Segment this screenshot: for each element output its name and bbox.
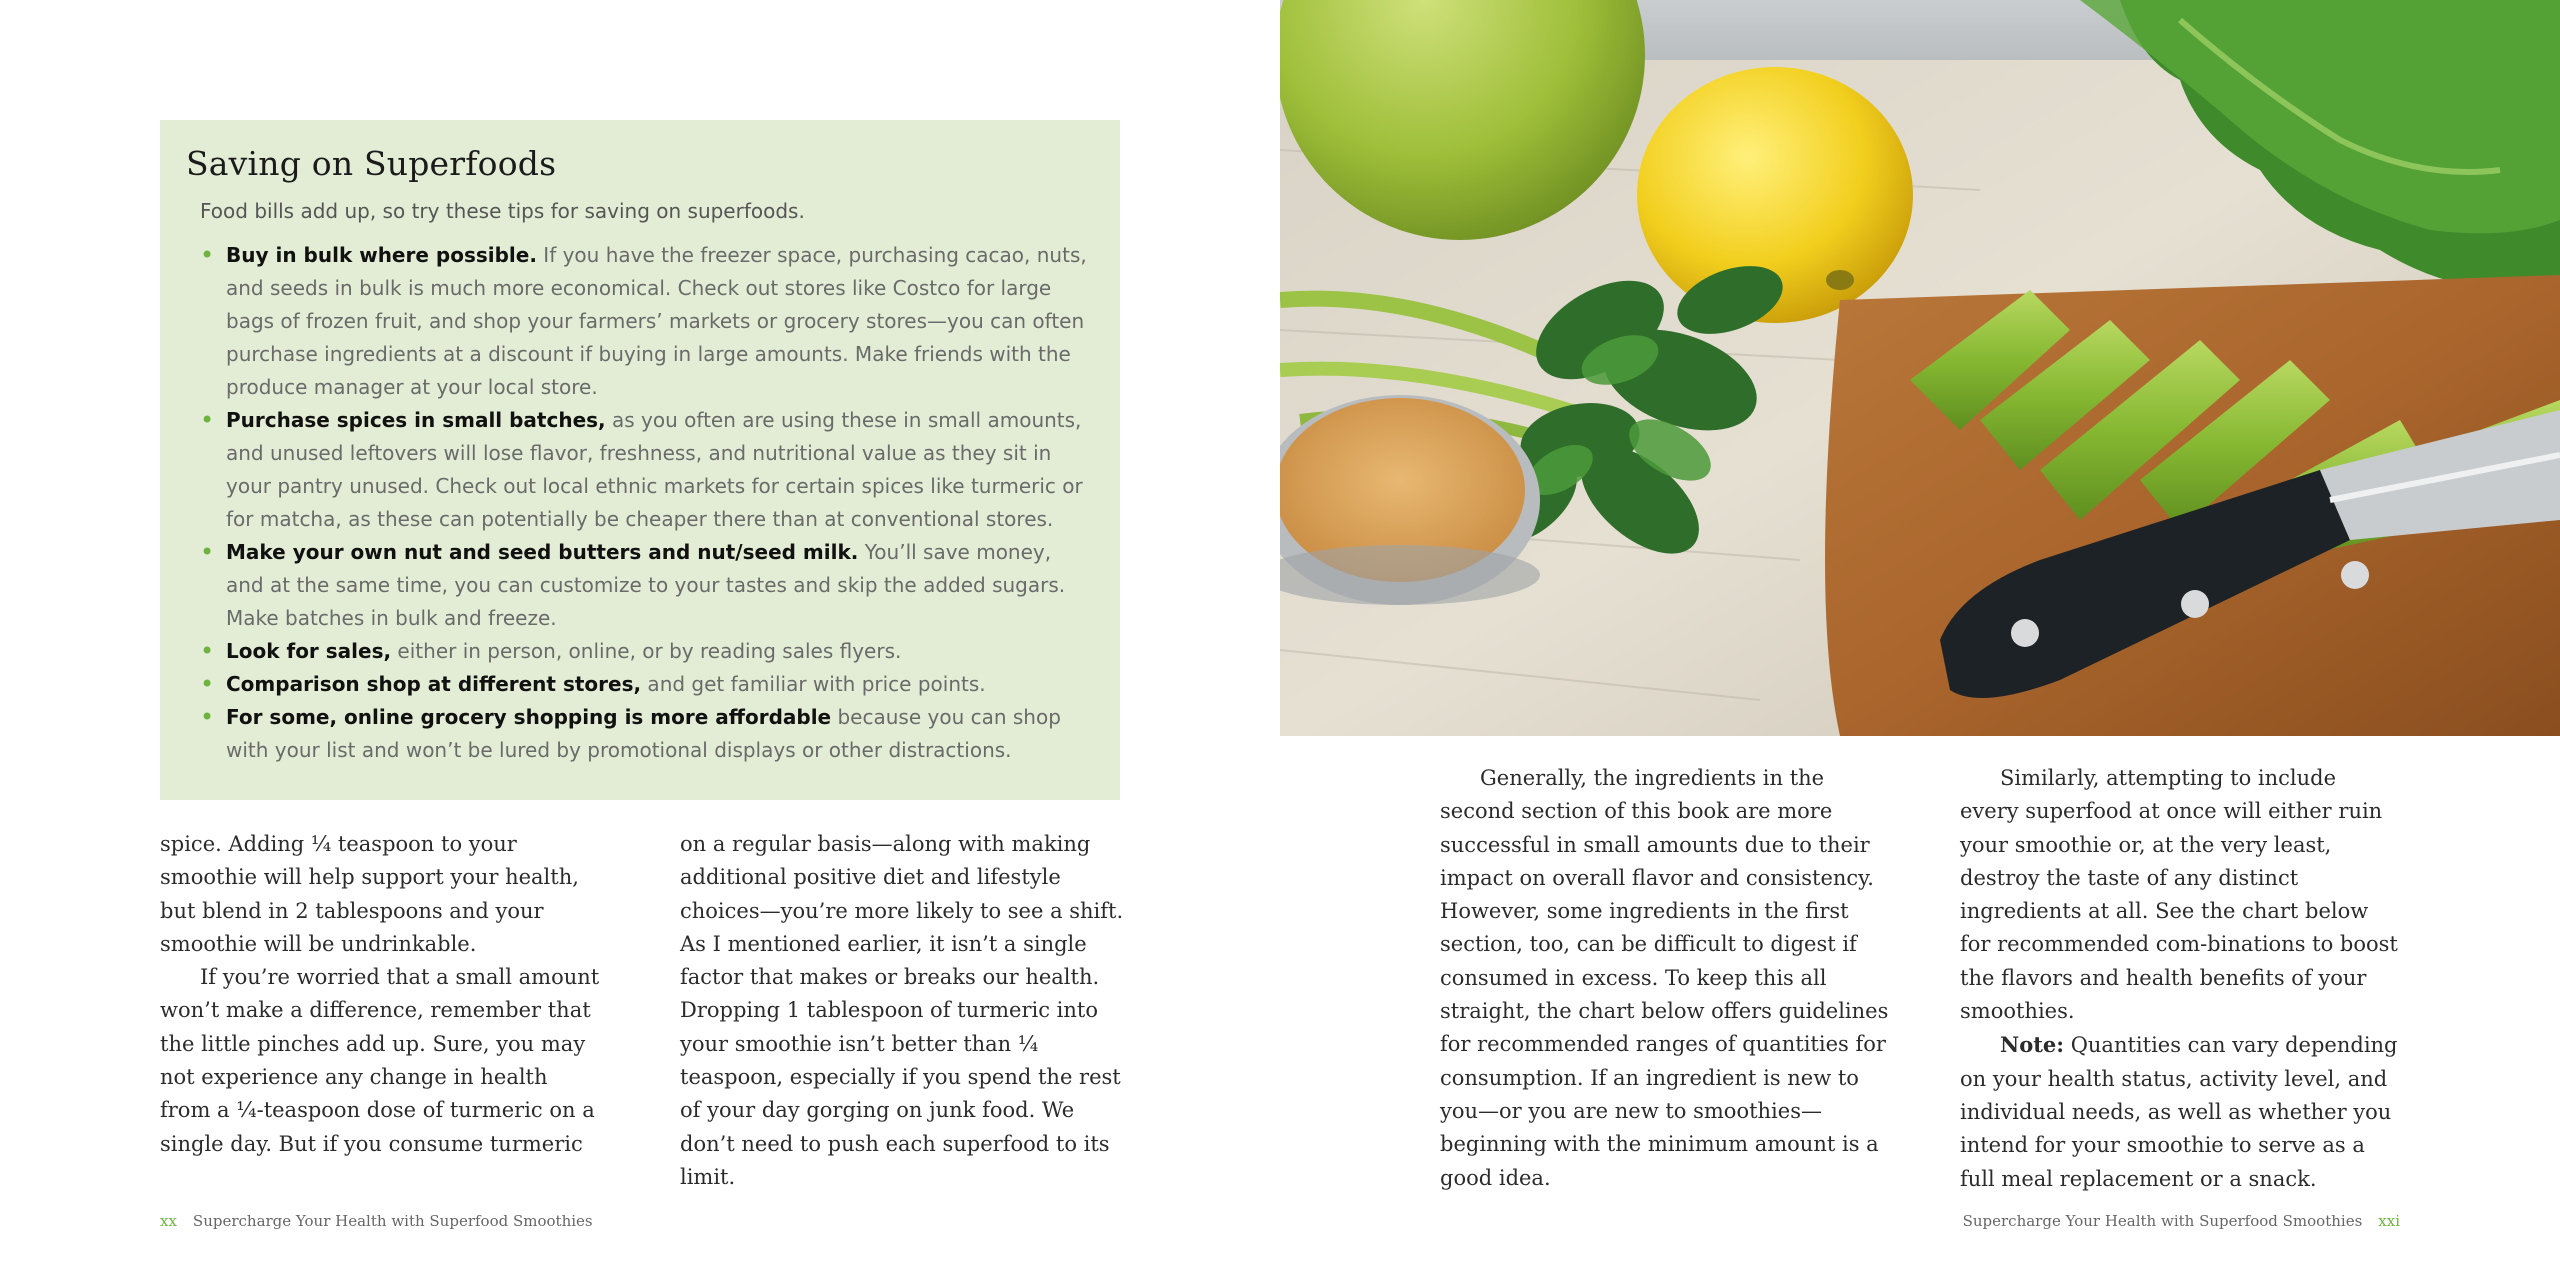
bullet-icon: • xyxy=(200,538,215,566)
tip-lead: For some, online grocery shopping is more affordable xyxy=(226,705,832,729)
tip-item xyxy=(186,536,1090,635)
body-paragraph: spice. Adding ¼ teaspoon to your smoothie will help support your health, but blend in 2 tablespoons and your smoothie will be undrinkable. xyxy=(160,832,579,956)
tip-text: and get familiar with price points. xyxy=(641,672,986,696)
note-label: Note: xyxy=(2000,1032,2065,1058)
running-title: Supercharge Your Health with Superfood Smoothies xyxy=(1962,1212,2363,1230)
tip-item xyxy=(186,239,1090,404)
tip-text: as you often are using these in small amounts, and unused leftovers will lose flavor, freshness, and nutritional value as they sit in your pantry unused. Check out local ethnic markets for certain spices like turmeric or for matcha, as these can potentially be cheaper there than at conventional stores. xyxy=(226,408,1083,531)
tip-lead: Look for sales, xyxy=(226,639,392,663)
note-paragraph xyxy=(1960,1028,2400,1195)
tip-item xyxy=(186,404,1090,536)
running-title: Supercharge Your Health with Superfood Smoothies xyxy=(192,1212,593,1230)
tip-text: because you can shop with your list and won’t be lured by promotional displays or other distractions. xyxy=(226,705,1061,762)
tip-lead: Make your own nut and seed butters and nut/seed milk. xyxy=(226,540,859,564)
tip-text: either in person, online, or by reading sales flyers. xyxy=(391,639,902,663)
tip-item xyxy=(186,668,1090,701)
tip-text: You’ll save money, and at the same time, you can customize to your tastes and skip the added sugars. Make batches in bulk and freeze. xyxy=(226,540,1066,630)
bullet-icon: • xyxy=(200,703,215,731)
tip-item xyxy=(186,635,1090,668)
tip-text: If you have the freezer space, purchasing cacao, nuts, and seeds in bulk is much more economical. Check out stores like Costco for large bags of frozen fruit, and shop your farmers’ markets or grocery stores—you can often purchase ingredients at a discount if buying in large amounts. Make friends with the produce manager at your local store. xyxy=(226,243,1087,399)
tip-lead: Purchase spices in small batches, xyxy=(226,408,606,432)
right-page xyxy=(1280,0,2560,1280)
superfoods-savings-sidebar xyxy=(160,120,1120,800)
left-column-1 xyxy=(160,828,600,1161)
body-paragraph: Similarly, attempting to include every superfood at once will either ruin your smoothie or, at the very least, destroy the taste of any distinct ingredients at all. See the chart below for recommended com-binations to boost the flavors and health benefits of your smoothies. xyxy=(1960,766,2398,1024)
produce-still-life-image xyxy=(1280,0,2560,736)
bullet-icon: • xyxy=(200,670,215,698)
right-column-1 xyxy=(1440,762,1890,1195)
sidebar-intro: Food bills add up, so try these tips for saving on superfoods. xyxy=(200,199,805,223)
page-number: xx xyxy=(160,1212,177,1230)
left-column-2 xyxy=(680,828,1125,1194)
right-footer xyxy=(1963,1212,2400,1230)
tip-lead: Comparison shop at different stores, xyxy=(226,672,642,696)
right-column-2 xyxy=(1960,762,2400,1196)
tips-list xyxy=(186,239,1090,767)
body-paragraph: If you’re worried that a small amount won’t make a difference, remember that the little pinches add up. Sure, you may not experience any change in health from a ¼-teaspoon dose of turmeric on a single day. But if you consume turmeric xyxy=(160,965,600,1156)
bullet-icon: • xyxy=(200,406,215,434)
left-footer xyxy=(160,1212,593,1230)
tip-item xyxy=(186,701,1090,767)
bullet-icon: • xyxy=(200,241,215,269)
body-paragraph: Generally, the ingredients in the second section of this book are more successful in small amounts due to their impact on overall flavor and consistency. However, some ingredients in the first section, too, can be difficult to digest if consumed in excess. To keep this all straight, the chart below offers guidelines for recommended ranges of quantities for consumption. If an ingredient is new to you—or you are new to smoothies—beginning with the minimum amount is a good idea. xyxy=(1440,766,1889,1190)
body-paragraph: on a regular basis—along with making additional positive diet and lifestyle choices—you’re more likely to see a shift. As I mentioned earlier, it isn’t a single factor that makes or breaks our health. Dropping 1 tablespoon of turmeric into your smoothie isn’t better than ¼ teaspoon, especially if you spend the rest of your day gorging on junk food. We don’t need to push each superfood to its limit. xyxy=(680,832,1124,1189)
sidebar-title: Saving on Superfoods xyxy=(186,144,557,183)
bullet-icon: • xyxy=(200,637,215,665)
note-text: Quantities can vary depending on your health status, activity level, and individual needs, as well as whether you intend for your smoothie to serve as a full meal replacement or a snack. xyxy=(1960,1033,2398,1191)
page-number: xxi xyxy=(2378,1212,2400,1230)
produce-photo xyxy=(1280,0,2560,736)
tip-lead: Buy in bulk where possible. xyxy=(226,243,537,267)
